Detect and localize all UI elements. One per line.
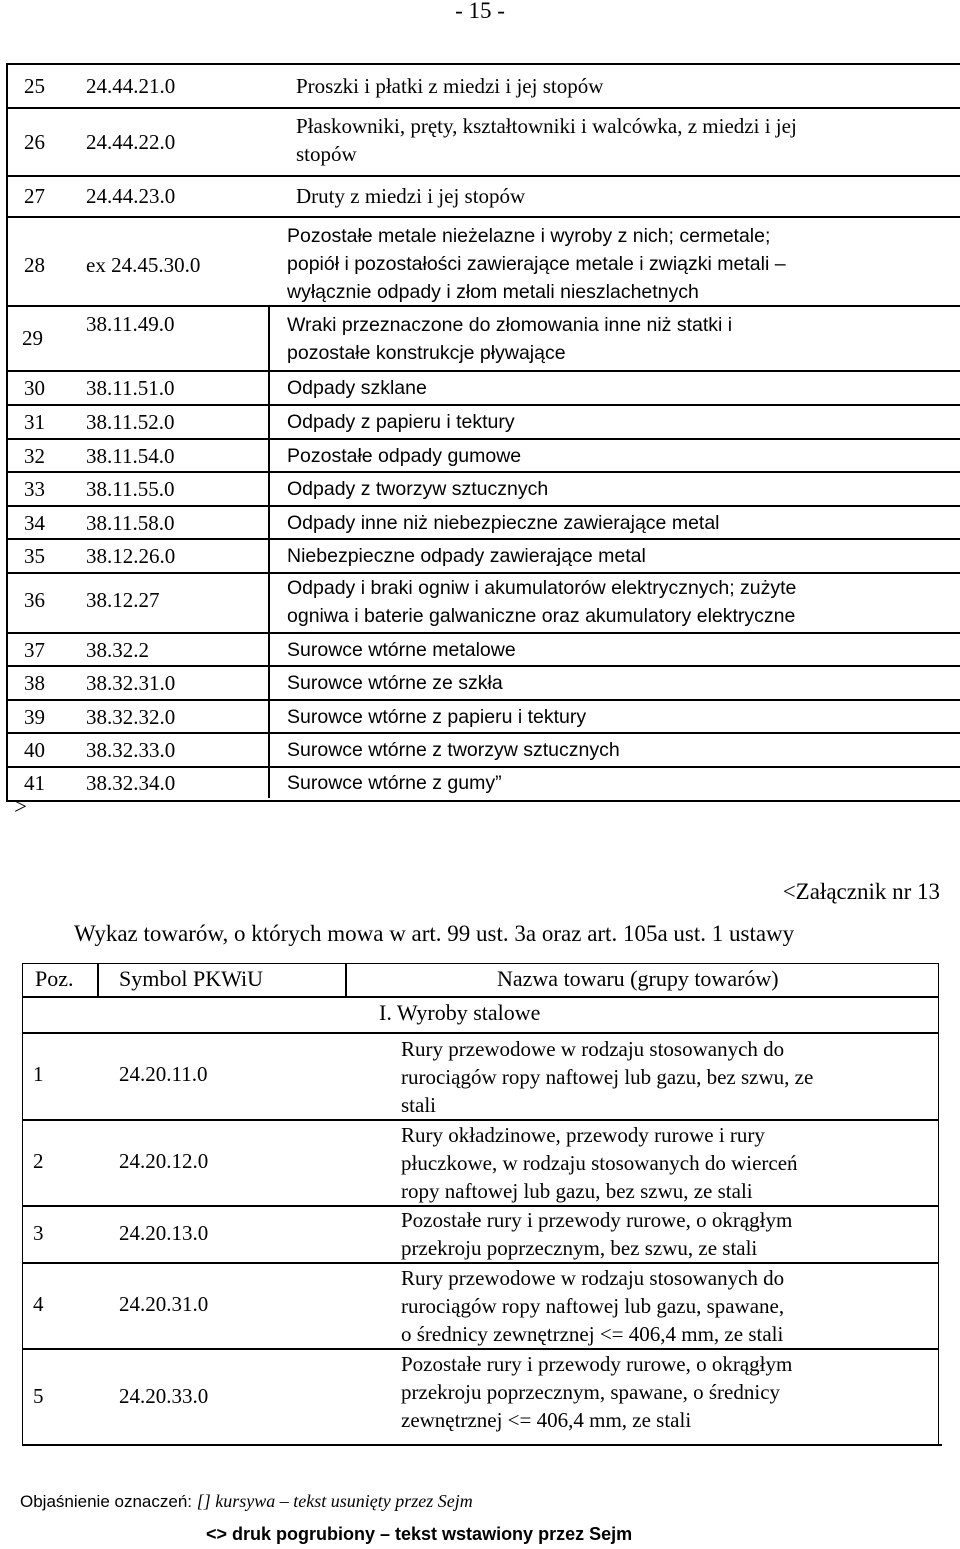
- list-heading: Wykaz towarów, o których mowa w art. 99 ust. 3a oraz art. 105a ust. 1 ustawy: [74, 921, 795, 946]
- table-row: [8, 539, 960, 572]
- table-row: [8, 573, 960, 632]
- goods-table-continued: [6, 63, 960, 802]
- goods-description: Odpady z papieru i tektury: [287, 411, 515, 433]
- goods-description-line: stopów: [296, 142, 357, 166]
- row-number: 36: [24, 588, 45, 612]
- header-goods-name: Nazwa towaru (grupy towarów): [497, 966, 779, 991]
- pkwiu-code: 38.11.52.0: [86, 410, 175, 434]
- header-position: Poz.: [35, 966, 74, 991]
- goods-description-line: Rury przewodowe w rodzaju stosowanych do: [401, 1037, 785, 1061]
- pkwiu-code: 24.44.21.0: [86, 74, 176, 98]
- footnote-legend: [20, 1491, 473, 1512]
- row-number: 3: [33, 1221, 44, 1245]
- row-number: 30: [24, 376, 45, 400]
- row-number: 33: [24, 477, 45, 501]
- pkwiu-code: 38.32.31.0: [86, 671, 176, 695]
- table-row: [8, 506, 960, 538]
- goods-description-line: wyłącznie odpady i złom metali nieszlachetnych: [287, 281, 699, 303]
- goods-description-line: rurociągów ropy naftowej lub gazu, spawane,: [401, 1294, 785, 1318]
- footnote-label: Objaśnienie oznaczeń:: [20, 1492, 193, 1511]
- pkwiu-code: 38.11.54.0: [86, 444, 175, 468]
- table-row: [8, 439, 960, 471]
- table-row: [8, 217, 960, 305]
- pkwiu-code: 38.11.51.0: [86, 376, 175, 400]
- table-row: [23, 1120, 938, 1205]
- goods-description-line: o średnicy zewnętrznej <= 406,4 mm, ze stali: [401, 1322, 784, 1346]
- pkwiu-code: 24.20.11.0: [119, 1062, 208, 1086]
- goods-description-line: zewnętrznej <= 406,4 mm, ze stali: [401, 1408, 692, 1432]
- goods-description-line: Rury przewodowe w rodzaju stosowanych do: [401, 1266, 785, 1290]
- table-row: [8, 633, 960, 665]
- goods-description-line: Pozostałe metale nieżelazne i wyroby z nich; cermetale;: [287, 225, 771, 247]
- table-row: [8, 371, 960, 404]
- goods-description: Surowce wtórne z papieru i tektury: [287, 706, 587, 728]
- closing-marker: >: [14, 794, 27, 819]
- pkwiu-code: 24.20.33.0: [119, 1384, 209, 1408]
- goods-description: Pozostałe odpady gumowe: [287, 445, 522, 467]
- row-number: 38: [24, 671, 45, 695]
- goods-description-line: Wraki przeznaczone do złomowania inne niż statki i: [287, 314, 733, 336]
- steel-products-table: [22, 963, 939, 1445]
- row-number: 32: [24, 444, 45, 468]
- footnote-italic-note: [] kursywa – tekst usunięty przez Sejm: [196, 1491, 473, 1511]
- pkwiu-code: 38.11.58.0: [86, 511, 175, 535]
- page-number: - 15 -: [455, 0, 505, 23]
- goods-description-line: ogniwa i baterie galwaniczne oraz akumulatory elektryczne: [287, 605, 796, 627]
- row-number: 37: [24, 638, 45, 662]
- goods-description: Surowce wtórne ze szkła: [287, 672, 503, 694]
- goods-description-line: płuczkowe, w rodzaju stosowanych do wierceń: [401, 1151, 798, 1175]
- pkwiu-code: 24.44.22.0: [86, 130, 176, 154]
- row-number: 41: [24, 771, 45, 795]
- pkwiu-code: 38.12.26.0: [86, 544, 176, 568]
- table-row: [23, 1206, 938, 1262]
- table-row: [23, 1263, 938, 1348]
- goods-description: Surowce wtórne z gumy”: [287, 772, 502, 794]
- goods-description-line: Pozostałe rury i przewody rurowe, o okrągłym: [401, 1352, 793, 1376]
- table-row: [8, 666, 960, 699]
- pkwiu-code: ex 24.45.30.0: [86, 253, 201, 277]
- goods-description-line: przekroju poprzecznym, bez szwu, ze stali: [401, 1236, 758, 1260]
- row-number: 26: [24, 130, 45, 154]
- row-number: 31: [24, 410, 45, 434]
- row-number: 28: [24, 253, 45, 277]
- goods-description: Druty z miedzi i jej stopów: [296, 184, 526, 208]
- row-number: 39: [24, 705, 45, 729]
- goods-description-line: Odpady i braki ogniw i akumulatorów elektrycznych; zużyte: [287, 577, 797, 599]
- pkwiu-code: 38.32.33.0: [86, 738, 176, 762]
- row-number: 27: [24, 184, 45, 208]
- table-row: [8, 65, 960, 107]
- row-number: 25: [24, 74, 45, 98]
- goods-description-line: ropy naftowej lub gazu, bez szwu, ze stali: [401, 1179, 753, 1203]
- goods-description: Surowce wtórne metalowe: [287, 639, 516, 661]
- table-row: [23, 1349, 938, 1442]
- column-divider: [345, 964, 347, 996]
- section-heading: I. Wyroby stalowe: [379, 1000, 541, 1025]
- goods-description-line: Pozostałe rury i przewody rurowe, o okrągłym: [401, 1208, 793, 1232]
- goods-description-line: Rury okładzinowe, przewody rurowe i rury: [401, 1123, 765, 1147]
- table-row: [8, 108, 960, 175]
- header-symbol: Symbol PKWiU: [119, 966, 263, 991]
- row-divider: [23, 996, 938, 998]
- row-number: 34: [24, 511, 45, 535]
- goods-description-line: popiół i pozostałości zawierające metale i związki metali –: [287, 253, 786, 275]
- pkwiu-code: 24.44.23.0: [86, 184, 176, 208]
- table-row: [8, 472, 960, 505]
- table-row: [8, 767, 960, 798]
- pkwiu-code: 38.32.34.0: [86, 771, 176, 795]
- pkwiu-code: 24.20.31.0: [119, 1292, 209, 1316]
- table-row: [8, 306, 960, 370]
- goods-description-line: pozostałe konstrukcje pływające: [287, 342, 566, 364]
- pkwiu-code: 38.12.27: [86, 588, 160, 612]
- goods-description: Surowce wtórne z tworzyw sztucznych: [287, 739, 620, 761]
- footnote-bold-note: <> druk pogrubiony – tekst wstawiony przez Sejm: [206, 1524, 633, 1544]
- pkwiu-code: 38.32.32.0: [86, 705, 176, 729]
- footnote-separator: [22, 1444, 942, 1446]
- goods-description-line: rurociągów ropy naftowej lub gazu, bez szwu, ze: [401, 1065, 814, 1089]
- annex-title: <Załącznik nr 13: [782, 879, 940, 904]
- goods-description-line: przekroju poprzecznym, spawane, o średnicy: [401, 1380, 781, 1404]
- goods-description: Niebezpieczne odpady zawierające metal: [287, 545, 646, 567]
- row-number: 4: [33, 1292, 44, 1316]
- table-row: [23, 1033, 938, 1119]
- pkwiu-code: 38.32.2: [86, 638, 149, 662]
- row-number: 35: [24, 544, 45, 568]
- pkwiu-code: 24.20.12.0: [119, 1149, 209, 1173]
- goods-description: Odpady szklane: [287, 377, 427, 399]
- table-row: [8, 700, 960, 732]
- column-divider: [97, 964, 99, 996]
- goods-description: Proszki i płatki z miedzi i jej stopów: [296, 74, 604, 98]
- table-row: [8, 405, 960, 438]
- table-row: [8, 733, 960, 766]
- pkwiu-code: 38.11.49.0: [86, 312, 175, 336]
- pkwiu-code: 24.20.13.0: [119, 1221, 209, 1245]
- goods-description-line: Płaskowniki, pręty, kształtowniki i walcówka, z miedzi i jej: [296, 114, 797, 138]
- goods-description: Odpady z tworzyw sztucznych: [287, 478, 549, 500]
- row-number: 40: [24, 738, 45, 762]
- goods-description: Odpady inne niż niebezpieczne zawierające metal: [287, 512, 720, 534]
- row-number: 29: [22, 326, 43, 350]
- row-number: 1: [33, 1062, 44, 1086]
- table-row: [8, 176, 960, 216]
- row-number: 5: [33, 1384, 44, 1408]
- row-number: 2: [33, 1149, 44, 1173]
- pkwiu-code: 38.11.55.0: [86, 477, 175, 501]
- goods-description-line: stali: [401, 1093, 436, 1117]
